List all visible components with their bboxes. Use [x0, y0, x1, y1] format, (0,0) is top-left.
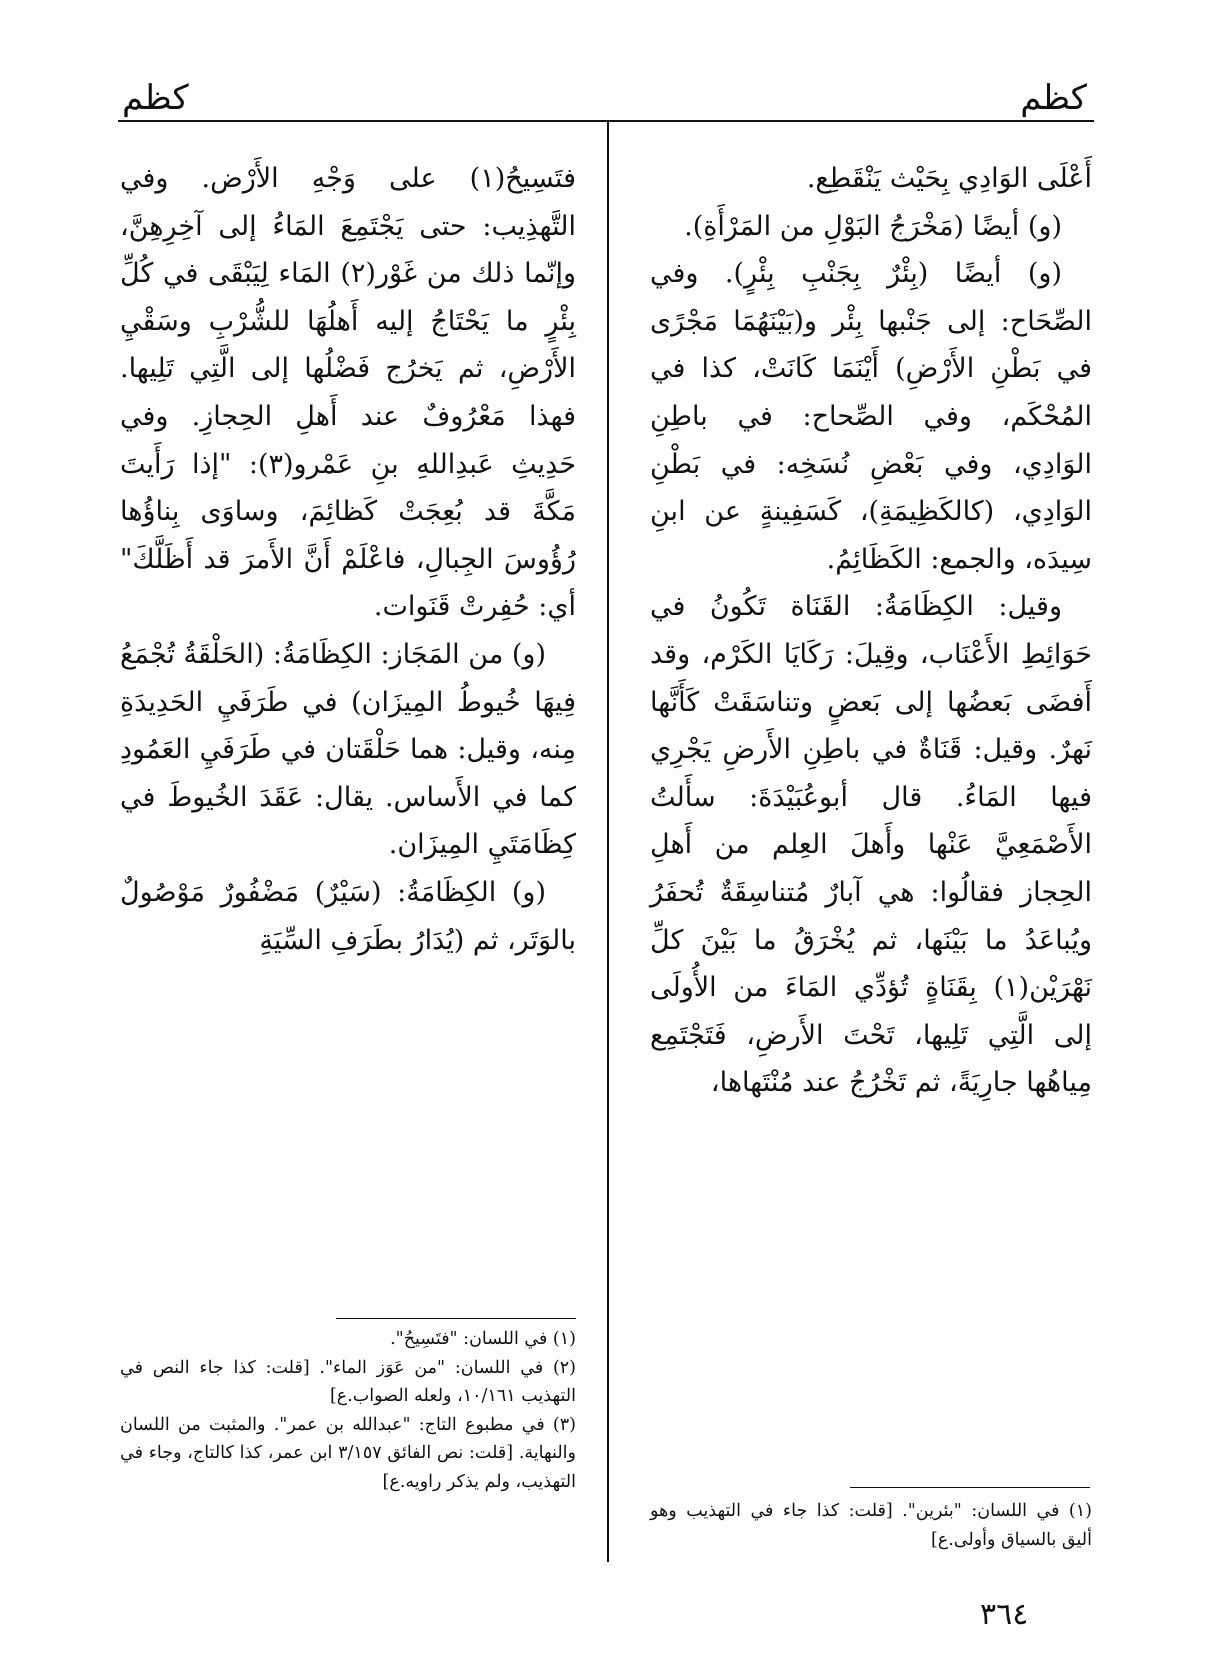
footnote-left-2: (٢) في اللسان: "من عَوَز الماء". [قلت: كذا جاء النص في التهذيب ١٠/١٦١، ولعله الصواب.ع]: [120, 1357, 576, 1406]
left-paragraph-3: (و) الكِظَامَةُ: (سَيْرٌ) مَضْفُورٌ مَوْصُولٌ بالوَتَر، ثم (يُدَارُ بطَرَفِ السِّيَةِ: [120, 876, 576, 956]
footnote-rule-right: [850, 1487, 1090, 1488]
footnote-right-1: (١) في اللسان: "بئرين". [قلت: كذا جاء في التهذيب وهو أليق بالسياق وأولى.ع]: [650, 1501, 1092, 1550]
footnotes-right: [650, 1497, 1092, 1554]
footnote-left-3: (٣) في مطبوع التاج: "عبدالله بن عمر". والمثبت من اللسان والنهاية. [قلت: نص الفائق ٣/١٥٧ ابن عمر، كذا كالتاج، وجاء في التهذيب، ولم يذكر راويه.ع]: [120, 1414, 576, 1492]
footnote-left-1: (١) في اللسان: "فتَسِيحُ".: [390, 1329, 576, 1349]
footnote-rule-left: [336, 1318, 576, 1319]
right-paragraph-4: وقيل: الكِظَامَةُ: القَنَاة تَكُونُ في حَوَائِطِ الأَعْنَاب، وقِيلَ: رَكَايَا الكَرْم، وقد أَفضَى بَعضُها إلى بَعضٍ وتناسَقَتْ كَأَنَّها نَهرٌ. وقيل: قَنَاةٌ في باطِنِ الأَرضِ يَجْرِي فيها المَاءُ. قال أبوعُبَيْدَةَ: سأَلتُ الأَصْمَعِيَّ عَنْها وأَهلَ العِلم من أَهلِ الحِجاز فقالُوا: هي آبارٌ مُتناسِقَةٌ تُحفَرُ ويُباعَدُ ما بَيْنَها، ثم يُخْرَقُ ما بَيْنَ كلِّ نَهْرَيْن(١) بِقَنَاةٍ تُؤدِّي المَاءَ من الأُولَى إلى الَّتِي تَلِيها، تَحْتَ الأَرضِ، فَتَجْتَمِع مِياهُها جارِيَةً، ثم تَخْرُجُ عند مُنْتَهاها،: [650, 591, 1092, 1099]
right-column: [650, 155, 1092, 1107]
left-paragraph-1: فتَسِيحُ(١) على وَجْهِ الأَرْض. وفي التَّهذِيب: حتى يَجْتَمِعَ المَاءُ إلى آخِرِهِنَّ، وإنّما ذلك من غَوْر(٢) المَاء لِيَبْقَى في كُلِّ بِئْرٍ ما يَحْتَاجُ إليه أَهلُهَا للشُّرْبِ وسَقْيِ الأَرْضِ، ثم يَخرُج فَضْلُها إلى الَّتِي تَلِيها. فهذا مَعْرُوفٌ عند أَهلِ الحِجازِ. وفي حَدِيثِ عَبدِاللهِ بنِ عَمْرو(٣): "إذا رَأَيتَ مَكَّةَ قد بُعِجَتْ كَظائِمَ، وساوَى بِناؤُها رُؤُوسَ الجِبالِ، فاعْلَمْ أَنَّ الأَمرَ قد أَظَلَّكَ" أي: حُفِرتْ قَنَوات.: [120, 163, 577, 623]
running-header-left: كظم: [122, 78, 189, 118]
left-paragraph-2: (و) من المَجَاز: الكِظَامَةُ: (الحَلْقَةُ تُجْمَعُ فِيهَا خُيوطُ المِيزَان) في طَرَفَيِ الحَدِيدَةِ مِنه، وقيل: هما حَلْقَتان في طَرَفَيِ العَمُودِ كما في الأَساس. يقال: عَقَدَ الخُيوطَ في كِظَامَتَيِ المِيزَان.: [120, 638, 576, 861]
footnotes-left: [120, 1325, 576, 1496]
page-number: ٣٦٤: [980, 1597, 1029, 1632]
right-paragraph-1: أَعْلَى الوَادِي بِحَيْث يَنْقَطِع.: [806, 163, 1092, 194]
column-divider: [607, 122, 609, 1562]
running-header-right: كظم: [1020, 78, 1087, 118]
left-column: [120, 155, 576, 964]
header-rule: [118, 120, 1094, 122]
right-paragraph-2: (و) أيضًا (مَخْرَجُ البَوْلِ من المَرْأَةِ).: [684, 210, 1062, 242]
right-paragraph-3: (و) أيضًا (بِئْرٌ بِجَنْبِ بِئْرٍ). وفي الصِّحَاح: إلى جَنْبها بِئْر و(بَيْنَهُمَا مَجْرًى في بَطْنِ الأَرْضِ) أَيْنَمَا كَانَتْ، كذا في المُحْكَم، وفي الصِّحاح: في باطِنِ الوَادِي، وفي بَعْضِ نُسَخِه: في بَطْنِ الوَادِي، (كالكَظِيمَةِ)، كَسَفِينةٍ عن ابنِ سِيدَه، والجمع: الكَظَائِمُ.: [650, 258, 1092, 575]
